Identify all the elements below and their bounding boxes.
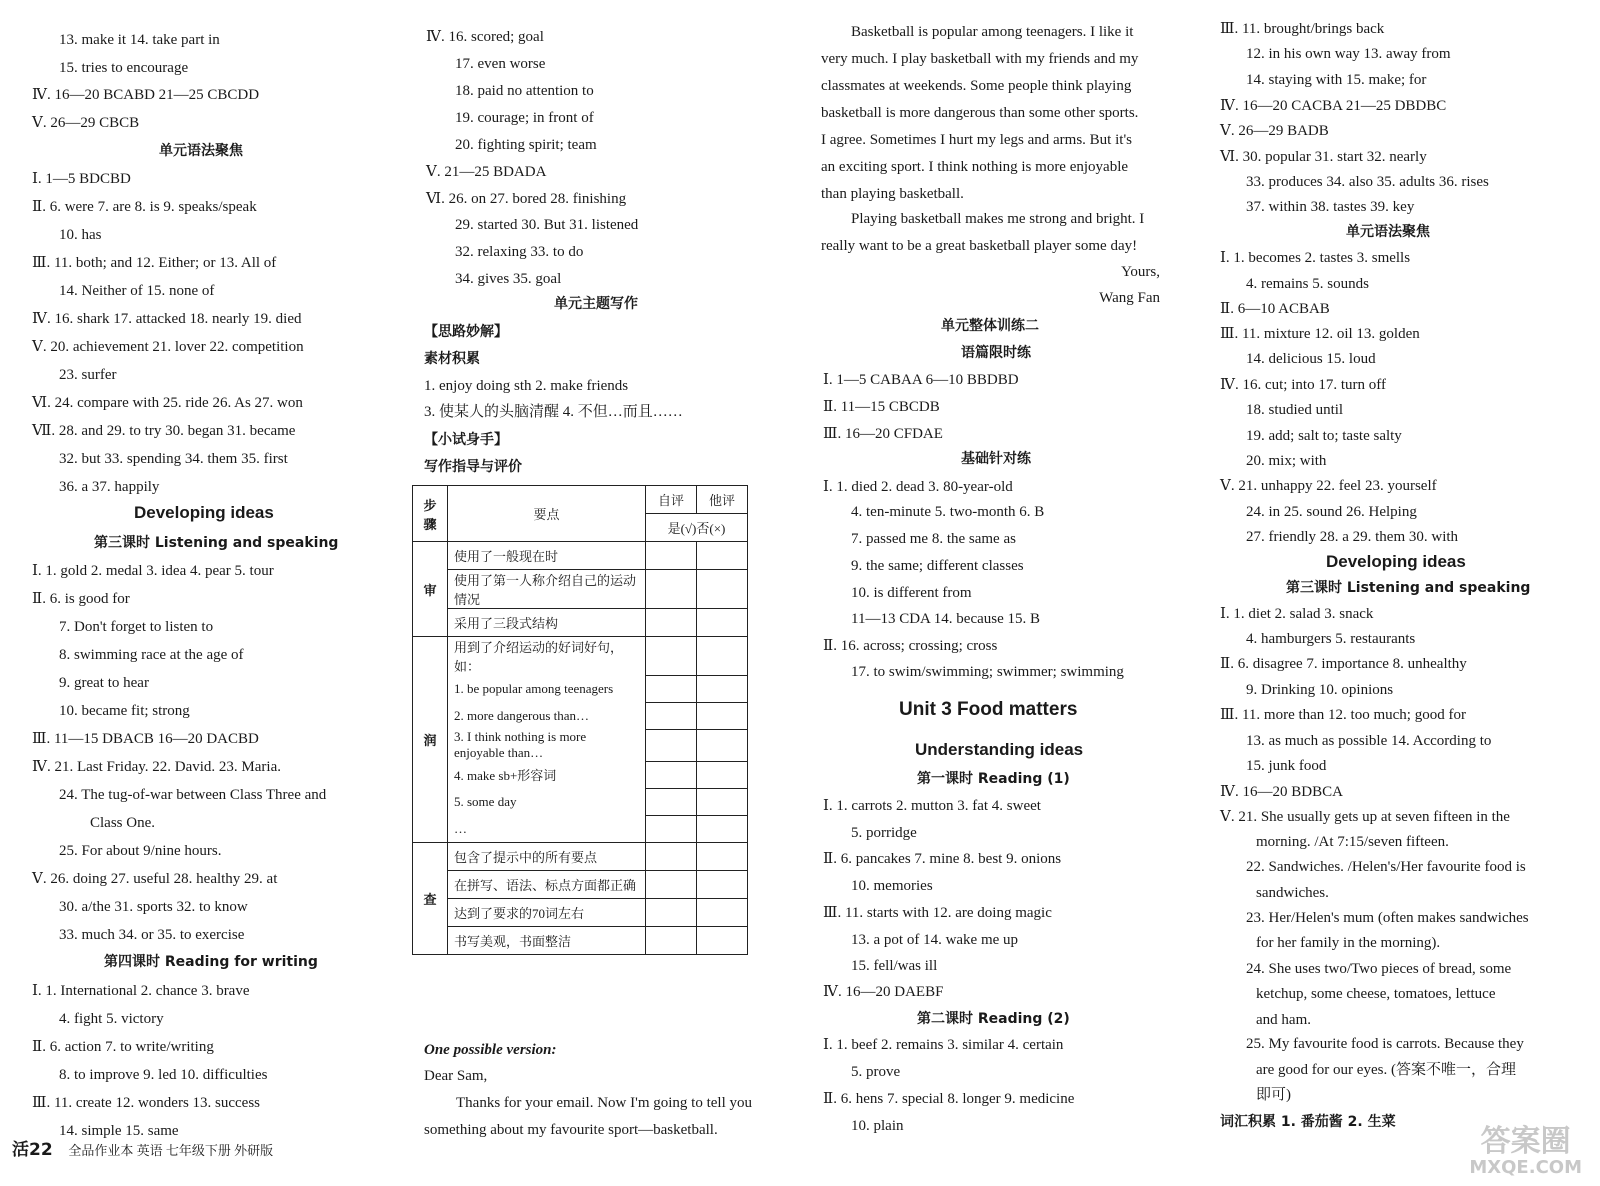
table-peer-cell <box>697 927 748 955</box>
table-peer-cell <box>697 702 748 729</box>
c1-line: Ⅲ. 11. create 12. wonders 13. success <box>32 1095 261 1111</box>
c1-line: Ⅴ. 26. doing 27. useful 28. healthy 29. at <box>32 871 278 887</box>
c2-line: 29. started 30. But 31. listened <box>455 217 639 233</box>
page-number: 活22 <box>12 1140 53 1160</box>
c2-line: 写作指导与评价 <box>424 459 522 475</box>
c4-line: Ⅵ. 30. popular 31. start 32. nearly <box>1220 149 1427 165</box>
table-row <box>413 899 748 927</box>
c3-line: Ⅱ. 11—15 CBCDB <box>823 399 940 415</box>
c4-line: 15. junk food <box>1246 758 1327 774</box>
c1-line: 10. became fit; strong <box>59 703 190 719</box>
table-self-cell <box>646 899 697 927</box>
table-row <box>413 542 748 570</box>
table-self-cell <box>646 843 697 871</box>
c4-line: Ⅳ. 16—20 BDBCA <box>1220 784 1343 800</box>
c1-line: Ⅳ. 16—20 BCABD 21—25 CBCDD <box>32 87 260 103</box>
column-3 <box>815 0 1210 1186</box>
c4-line: 13. as much as possible 14. According to <box>1246 733 1492 749</box>
c4-line: 33. produces 34. also 35. adults 36. rises <box>1246 174 1489 190</box>
table-self-cell <box>646 871 697 899</box>
c3-line: 10. memories <box>851 878 933 894</box>
c3-line: 15. fell/was ill <box>851 958 938 974</box>
c2-line: 19. courage; in front of <box>455 110 594 126</box>
c3-line: an exciting sport. I think nothing is more enjoyable <box>821 159 1129 175</box>
c3-line: Wang Fan <box>1099 290 1160 306</box>
c4-line: 即可) <box>1256 1087 1291 1103</box>
c3-line: Basketball is popular among teenagers. I like it <box>851 24 1134 40</box>
evaluation-table <box>412 485 748 955</box>
table-point-cell: 3. I think nothing is more enjoyable than… <box>448 729 646 761</box>
c2-line: 素材积累 <box>424 351 480 367</box>
table-row <box>413 927 748 955</box>
table-peer-cell <box>697 609 748 637</box>
c4-line: Ⅴ. 21. She usually gets up at seven fifteen in the <box>1220 809 1510 825</box>
c2-line: 34. gives 35. goal <box>455 271 562 287</box>
table-peer-cell <box>697 542 748 570</box>
c2-line: Thanks for your email. Now I'm going to tell you <box>456 1095 752 1111</box>
table-header-peer: 他评 <box>697 486 748 514</box>
c3-line: 9. the same; different classes <box>851 558 1024 574</box>
c4-line: 37. within 38. tastes 39. key <box>1246 199 1415 215</box>
c4-line: 27. friendly 28. a 29. them 30. with <box>1246 529 1459 545</box>
c1-line: 33. much 34. or 35. to exercise <box>59 927 245 943</box>
table-point-cell: 5. some day <box>448 788 646 815</box>
c1-line: Ⅱ. 6. action 7. to write/writing <box>32 1039 214 1055</box>
c4-line: Ⅳ. 16. cut; into 17. turn off <box>1220 377 1386 393</box>
c4-line: Ⅰ. 1. diet 2. salad 3. snack <box>1220 606 1374 622</box>
c1-line: 第四课时 Reading for writing <box>104 954 318 970</box>
table-step-cell: 审 <box>413 542 448 637</box>
c3-line: I agree. Sometimes I hurt my legs and arms. But it's <box>821 132 1132 148</box>
footer-book-title: 全品作业本 英语 七年级下册 外研版 <box>68 1143 274 1158</box>
c3-line: really want to be a great basketball player some day! <box>821 238 1138 254</box>
c4-line: are good for our eyes. (答案不唯一，合理 <box>1256 1062 1516 1078</box>
c1-line: 8. swimming race at the age of <box>59 647 244 663</box>
table-self-cell <box>646 815 697 843</box>
table-peer-cell <box>697 761 748 788</box>
c3-line: 基础针对练 <box>961 451 1031 467</box>
c3-line: 第一课时 Reading (1) <box>917 771 1070 787</box>
table-self-cell <box>646 927 697 955</box>
table-point-cell: 1. be popular among teenagers <box>448 675 646 702</box>
table-self-cell <box>646 729 697 761</box>
c4-line: Ⅲ. 11. brought/brings back <box>1220 21 1385 37</box>
table-header-yesno: 是(√)否(×) <box>646 514 748 542</box>
c4-line: Ⅱ. 6—10 ACBAB <box>1220 301 1330 317</box>
c3-line: basketball is more dangerous than some other sports. <box>821 105 1139 121</box>
table-peer-cell <box>697 637 748 676</box>
c3-line: 单元整体训练二 <box>941 318 1039 334</box>
c2-line: Ⅴ. 21—25 BDADA <box>426 164 547 180</box>
c2-line: 【思路妙解】 <box>424 324 508 340</box>
table-point-cell: 使用了第一人称介绍自己的运动情况 <box>448 570 646 609</box>
c4-line: 第三课时 Listening and speaking <box>1286 580 1531 596</box>
table-row <box>413 675 748 702</box>
c2-line: 3. 使某人的头脑清醒 4. 不但…而且…… <box>424 404 683 420</box>
c2-line: Ⅵ. 26. on 27. bored 28. finishing <box>426 191 627 207</box>
table-row <box>413 761 748 788</box>
c4-line: Ⅱ. 6. disagree 7. importance 8. unhealthy <box>1220 656 1467 672</box>
c2-line: 17. even worse <box>455 56 546 72</box>
c4-line: 22. Sandwiches. /Helen's/Her favourite food is <box>1246 859 1526 875</box>
table-row <box>413 570 748 609</box>
c1-line: Ⅶ. 28. and 29. to try 30. began 31. became <box>32 423 296 439</box>
table-self-cell <box>646 788 697 815</box>
c1-line: 7. Don't forget to listen to <box>59 619 214 635</box>
c3-line: 第二课时 Reading (2) <box>917 1011 1070 1027</box>
c4-line: for her family in the morning). <box>1256 935 1441 951</box>
table-self-cell <box>646 542 697 570</box>
c3-line: 11—13 CDA 14. because 15. B <box>851 611 1041 627</box>
c3-line: 5. porridge <box>851 825 917 841</box>
table-peer-cell <box>697 815 748 843</box>
c3-line: Ⅲ. 16—20 CFDAE <box>823 426 943 442</box>
c4-line: Ⅲ. 11. mixture 12. oil 13. golden <box>1220 326 1420 342</box>
table-self-cell <box>646 637 697 676</box>
c1-line: 24. The tug-of-war between Class Three and <box>59 787 327 803</box>
c3-line: 13. a pot of 14. wake me up <box>851 932 1019 948</box>
c1-line: Ⅰ. 1. International 2. chance 3. brave <box>32 983 250 999</box>
table-peer-cell <box>697 899 748 927</box>
c1-line: Ⅴ. 20. achievement 21. lover 22. competition <box>32 339 304 355</box>
c4-line: Developing ideas <box>1326 552 1466 571</box>
table-row <box>413 815 748 843</box>
c1-line: Ⅰ. 1. gold 2. medal 3. idea 4. pear 5. tour <box>32 563 274 579</box>
c4-line: 9. Drinking 10. opinions <box>1246 682 1394 698</box>
table-peer-cell <box>697 729 748 761</box>
c1-line: Developing ideas <box>134 503 274 522</box>
c4-line: 12. in his own way 13. away from <box>1246 46 1451 62</box>
c3-line: Ⅰ. 1. died 2. dead 3. 80-year-old <box>823 479 1013 495</box>
c1-line: Ⅱ. 6. is good for <box>32 591 130 607</box>
c3-line: Playing basketball makes me strong and bright. I <box>851 211 1145 227</box>
c4-line: Ⅲ. 11. more than 12. too much; good for <box>1220 707 1466 723</box>
table-point-cell: 用到了介绍运动的好词好句，如： <box>448 637 646 676</box>
c4-line: and ham. <box>1256 1012 1311 1028</box>
c3-line: Ⅱ. 6. pancakes 7. mine 8. best 9. onions <box>823 851 1062 867</box>
table-row <box>413 871 748 899</box>
table-row <box>413 788 748 815</box>
c3-line: very much. I play basketball with my friends and my <box>821 51 1139 67</box>
c2-line: 单元主题写作 <box>554 296 638 312</box>
table-peer-cell <box>697 788 748 815</box>
table-step-cell: 查 <box>413 843 448 955</box>
c4-line: sandwiches. <box>1256 885 1329 901</box>
table-row <box>413 702 748 729</box>
c4-line: morning. /At 7:15/seven fifteen. <box>1256 834 1449 850</box>
table-peer-cell <box>697 871 748 899</box>
c3-line: than playing basketball. <box>821 186 964 202</box>
c3-line: 语篇限时练 <box>961 345 1031 361</box>
c4-line: Ⅰ. 1. becomes 2. tastes 3. smells <box>1220 250 1411 266</box>
c2-line: 32. relaxing 33. to do <box>455 244 584 260</box>
table-row <box>413 729 748 761</box>
c2-line: 【小试身手】 <box>424 432 508 448</box>
c4-line: Ⅴ. 26—29 BADB <box>1220 123 1329 139</box>
table-header-step: 步骤 <box>413 486 448 542</box>
table-self-cell <box>646 761 697 788</box>
c4-line: 24. in 25. sound 26. Helping <box>1246 504 1417 520</box>
c4-line: 14. delicious 15. loud <box>1246 351 1376 367</box>
c2-line: Ⅳ. 16. scored; goal <box>426 29 544 45</box>
table-point-cell: 在拼写、语法、标点方面都正确 <box>448 871 646 899</box>
table-self-cell <box>646 675 697 702</box>
c3-line: Ⅰ. 1. beef 2. remains 3. similar 4. certain <box>823 1037 1064 1053</box>
c4-line: 单元语法聚焦 <box>1346 224 1430 240</box>
c3-line: Unit 3 Food matters <box>899 699 1078 720</box>
c4-line: 23. Her/Helen's mum (often makes sandwiches <box>1246 910 1529 926</box>
table-peer-cell <box>697 570 748 609</box>
c1-line: Ⅰ. 1—5 BDCBD <box>32 171 131 187</box>
c4-line: 4. hamburgers 5. restaurants <box>1246 631 1416 647</box>
column-4 <box>1220 0 1600 1186</box>
c4-line: ketchup, some cheese, tomatoes, lettuce <box>1256 986 1496 1002</box>
c4-line: 19. add; salt to; taste salty <box>1246 428 1402 444</box>
c4-line: 词汇积累 1. 番茄酱 2. 生菜 <box>1220 1114 1396 1130</box>
c4-line: 14. staying with 15. make; for <box>1246 72 1427 88</box>
c1-line: 32. but 33. spending 34. them 35. first <box>59 451 288 467</box>
c3-line: 5. prove <box>851 1064 901 1080</box>
table-point-cell: 采用了三段式结构 <box>448 609 646 637</box>
table-point-cell: 2. more dangerous than… <box>448 702 646 729</box>
c3-line: Ⅳ. 16—20 DAEBF <box>823 984 944 1000</box>
c1-line: Ⅲ. 11—15 DBACB 16—20 DACBD <box>32 731 259 747</box>
c1-line: 13. make it 14. take part in <box>59 32 220 48</box>
c1-line: 23. surfer <box>59 367 117 383</box>
c1-line: 36. a 37. happily <box>59 479 160 495</box>
c3-line: 7. passed me 8. the same as <box>851 531 1016 547</box>
table-peer-cell <box>697 843 748 871</box>
c3-line: 10. is different from <box>851 585 972 601</box>
c1-line: 14. simple 15. same <box>59 1123 179 1139</box>
c4-line: 20. mix; with <box>1246 453 1327 469</box>
watermark-logo: 答案圈 MXQE.COM <box>1469 1124 1582 1178</box>
table-point-cell: 书写美观，书面整洁 <box>448 927 646 955</box>
c4-line: 24. She uses two/Two pieces of bread, some <box>1246 961 1512 977</box>
c4-line: Ⅳ. 16—20 CACBA 21—25 DBDBC <box>1220 98 1447 114</box>
c3-line: Ⅰ. 1—5 CABAA 6—10 BBDBD <box>823 372 1019 388</box>
c1-line: Ⅲ. 11. both; and 12. Either; or 13. All of <box>32 255 277 271</box>
table-row <box>413 609 748 637</box>
table-peer-cell <box>697 675 748 702</box>
c1-line: Class One. <box>90 815 155 831</box>
c2-line: 20. fighting spirit; team <box>455 137 597 153</box>
table-point-cell: 包含了提示中的所有要点 <box>448 843 646 871</box>
table-self-cell <box>646 609 697 637</box>
c1-line: Ⅱ. 6. were 7. are 8. is 9. speaks/speak <box>32 199 257 215</box>
c3-line: Ⅰ. 1. carrots 2. mutton 3. fat 4. sweet <box>823 798 1041 814</box>
c4-line: 4. remains 5. sounds <box>1246 276 1369 292</box>
c1-line: 10. has <box>59 227 102 243</box>
c2-line: Dear Sam, <box>424 1068 488 1084</box>
c2-line: 18. paid no attention to <box>455 83 594 99</box>
c1-line: Ⅳ. 16. shark 17. attacked 18. nearly 19. died <box>32 311 302 327</box>
c1-line: 9. great to hear <box>59 675 149 691</box>
c3-line: Ⅱ. 16. across; crossing; cross <box>823 638 998 654</box>
c1-line: 15. tries to encourage <box>59 60 189 76</box>
c1-line: 30. a/the 31. sports 32. to know <box>59 899 248 915</box>
table-self-cell <box>646 570 697 609</box>
c3-line: Understanding ideas <box>915 740 1084 759</box>
column-1 <box>0 0 395 1186</box>
c1-line: 25. For about 9/nine hours. <box>59 843 222 859</box>
table-point-cell: 使用了一般现在时 <box>448 542 646 570</box>
c2-line: 1. enjoy doing sth 2. make friends <box>424 378 629 394</box>
table-self-cell <box>646 702 697 729</box>
table-point-cell: … <box>448 815 646 843</box>
c4-line: 18. studied until <box>1246 402 1344 418</box>
c1-line: Ⅳ. 21. Last Friday. 22. David. 23. Maria. <box>32 759 281 775</box>
c1-line: 第三课时 Listening and speaking <box>94 535 339 551</box>
table-point-cell: 4. make sb+形容词 <box>448 761 646 788</box>
c3-line: classmates at weekends. Some people think playing <box>821 78 1132 94</box>
c1-line: 4. fight 5. victory <box>59 1011 164 1027</box>
c4-line: 25. My favourite food is carrots. Because they <box>1246 1036 1524 1052</box>
table-row <box>413 843 748 871</box>
c1-line: Ⅴ. 26—29 CBCB <box>32 115 140 131</box>
c1-line: 14. Neither of 15. none of <box>59 283 215 299</box>
c3-line: Yours, <box>1121 264 1160 280</box>
c3-line: 4. ten-minute 5. two-month 6. B <box>851 504 1045 520</box>
c4-line: Ⅴ. 21. unhappy 22. feel 23. yourself <box>1220 478 1437 494</box>
c3-line: 17. to swim/swimming; swimmer; swimming <box>851 664 1124 680</box>
table-header-self: 自评 <box>646 486 697 514</box>
c1-line: Ⅵ. 24. compare with 25. ride 26. As 27. won <box>32 395 303 411</box>
table-point-cell: 达到了要求的70词左右 <box>448 899 646 927</box>
c3-line: 10. plain <box>851 1118 904 1134</box>
c2-line: something about my favourite sport—basketball. <box>424 1122 718 1138</box>
table-step-cell: 润 <box>413 637 448 843</box>
c1-line: 8. to improve 9. led 10. difficulties <box>59 1067 268 1083</box>
c1-line: 单元语法聚焦 <box>159 143 243 159</box>
c3-line: Ⅱ. 6. hens 7. special 8. longer 9. medicine <box>823 1091 1075 1107</box>
c2-line: One possible version: <box>424 1042 557 1058</box>
table-header-point: 要点 <box>448 486 646 542</box>
table-row <box>413 637 748 676</box>
c3-line: Ⅲ. 11. starts with 12. are doing magic <box>823 905 1052 921</box>
